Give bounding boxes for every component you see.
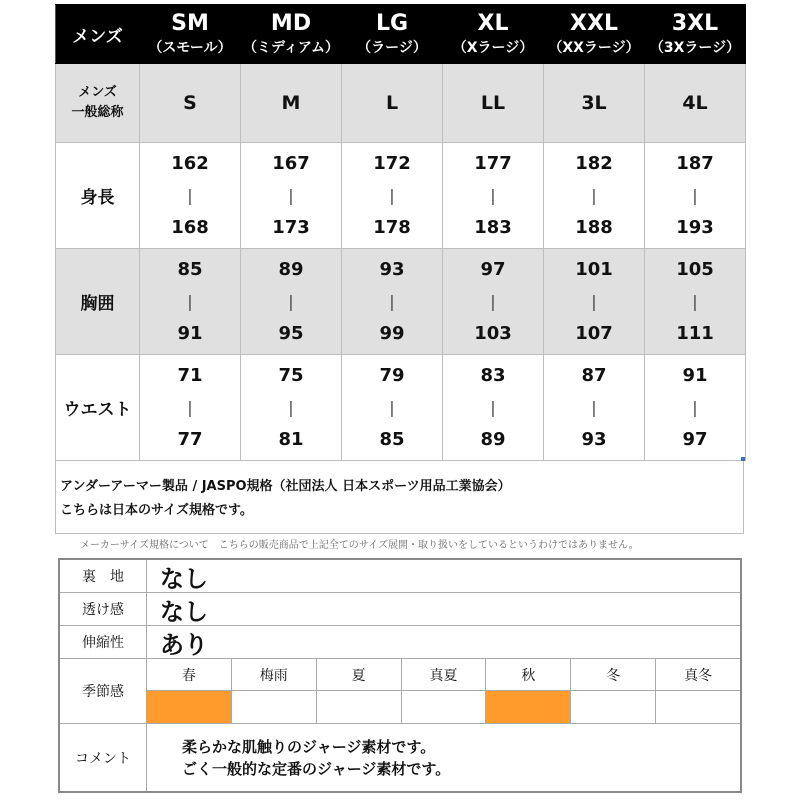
range-separator: | xyxy=(490,397,496,417)
range-max: 103 xyxy=(474,322,512,344)
season-name-summer: 夏 xyxy=(316,659,401,691)
range-max: 193 xyxy=(676,216,714,238)
size-header-cell xyxy=(342,5,443,64)
general-size-cell: 4L xyxy=(645,64,746,143)
range-separator: | xyxy=(389,291,395,311)
chest-row xyxy=(56,249,746,355)
range-separator: | xyxy=(490,291,496,311)
product-spec-box xyxy=(58,558,742,793)
range-max: 85 xyxy=(379,428,405,450)
stretch-value: あり xyxy=(160,630,208,659)
range-max: 188 xyxy=(575,216,613,238)
range-max: 111 xyxy=(676,322,714,344)
general-size-cell: S xyxy=(140,64,241,143)
range-max: 183 xyxy=(474,216,512,238)
sheer-value: なし xyxy=(160,597,208,626)
general-label-line2: 一般総称 xyxy=(71,105,124,120)
range-min: 172 xyxy=(373,152,411,174)
waist-row xyxy=(56,355,746,461)
season-name-autumn: 秋 xyxy=(485,659,570,691)
range-max: 89 xyxy=(480,428,506,450)
size-reading: （3Xラージ） xyxy=(649,40,741,56)
range-separator: | xyxy=(187,397,193,417)
height-cell xyxy=(544,143,645,249)
season-grid xyxy=(146,659,740,723)
lining-label: 裏 地 xyxy=(60,560,147,592)
chest-cell xyxy=(645,249,746,355)
size-header-row xyxy=(56,5,746,64)
size-code: MD xyxy=(270,11,312,36)
spec-row-comment xyxy=(60,724,740,791)
notes-line2: こちらは日本のサイズ規格です。 xyxy=(60,503,253,518)
season-mark xyxy=(570,691,655,723)
range-separator: | xyxy=(692,185,698,205)
notes-line1: アンダーアーマー製品 / JASPO規格（社団法人 日本スポーツ用品工業協会） xyxy=(60,479,511,494)
range-min: 187 xyxy=(676,152,714,174)
height-cell xyxy=(241,143,342,249)
size-reading: （Xラージ） xyxy=(452,40,534,56)
height-cell xyxy=(443,143,544,249)
waist-label: ウエスト xyxy=(56,355,140,461)
range-separator: | xyxy=(389,185,395,205)
range-separator: | xyxy=(692,291,698,311)
size-code: XXL xyxy=(570,11,618,36)
general-label-line1: メンズ xyxy=(78,85,117,100)
sheer-label: 透け感 xyxy=(60,593,147,625)
size-reading: （ミディアム） xyxy=(243,40,339,56)
chest-label: 胸囲 xyxy=(56,249,140,355)
stretch-label: 伸縮性 xyxy=(60,626,147,658)
range-max: 168 xyxy=(171,216,209,238)
season-name-midsummer: 真夏 xyxy=(401,659,486,691)
spec-row-season xyxy=(60,659,740,724)
season-name-midwinter: 真冬 xyxy=(655,659,740,691)
size-reading: （XXラージ） xyxy=(548,40,640,56)
comment-line1: 柔らかな肌触りのジャージ素材です。 xyxy=(182,737,436,756)
chest-cell xyxy=(140,249,241,355)
range-max: 95 xyxy=(278,322,304,344)
range-separator: | xyxy=(389,397,395,417)
season-mark xyxy=(655,691,740,723)
season-mark xyxy=(401,691,486,723)
range-min: 79 xyxy=(379,364,405,386)
range-separator: | xyxy=(187,185,193,205)
range-max: 81 xyxy=(278,428,304,450)
range-min: 83 xyxy=(480,364,506,386)
size-header-cell xyxy=(645,5,746,64)
range-max: 93 xyxy=(581,428,607,450)
range-max: 178 xyxy=(373,216,411,238)
range-min: 89 xyxy=(278,258,304,280)
range-separator: | xyxy=(187,291,193,311)
chest-cell xyxy=(443,249,544,355)
general-size-cell: M xyxy=(241,64,342,143)
range-max: 99 xyxy=(379,322,405,344)
range-max: 91 xyxy=(177,322,203,344)
size-header-cell xyxy=(544,5,645,64)
season-mark xyxy=(231,691,316,723)
range-min: 75 xyxy=(278,364,304,386)
size-header-cell xyxy=(443,5,544,64)
range-min: 105 xyxy=(676,258,714,280)
season-label: 季節感 xyxy=(60,659,147,723)
height-row xyxy=(56,143,746,249)
size-code: XL xyxy=(477,11,509,36)
disclaimer-text: メーカーサイズ規格について こちらの販売商品で上記全てのサイズ展開・取り扱いをしているというわけではありません。 xyxy=(80,540,639,551)
range-min: 85 xyxy=(177,258,203,280)
waist-cell xyxy=(241,355,342,461)
range-max: 173 xyxy=(272,216,310,238)
general-size-label xyxy=(56,64,140,143)
corner-label: メンズ xyxy=(56,5,140,64)
range-min: 87 xyxy=(581,364,607,386)
size-header-cell xyxy=(241,5,342,64)
range-min: 182 xyxy=(575,152,613,174)
size-code: 3XL xyxy=(671,11,719,36)
height-cell xyxy=(140,143,241,249)
general-size-cell: LL xyxy=(443,64,544,143)
range-max: 107 xyxy=(575,322,613,344)
spec-row-sheer xyxy=(60,593,740,626)
height-cell xyxy=(342,143,443,249)
range-min: 97 xyxy=(480,258,506,280)
waist-cell xyxy=(645,355,746,461)
range-min: 177 xyxy=(474,152,512,174)
comment-line2: ごく一般的な定番のジャージ素材です。 xyxy=(182,759,451,778)
range-separator: | xyxy=(490,185,496,205)
range-min: 91 xyxy=(682,364,708,386)
spec-row-stretch xyxy=(60,626,740,659)
range-min: 101 xyxy=(575,258,613,280)
size-chart-table xyxy=(55,4,746,461)
height-cell xyxy=(645,143,746,249)
chest-cell xyxy=(241,249,342,355)
range-min: 71 xyxy=(177,364,203,386)
waist-cell xyxy=(140,355,241,461)
season-name-winter: 冬 xyxy=(570,659,655,691)
lining-value: なし xyxy=(160,564,208,593)
size-code: LG xyxy=(375,11,409,36)
waist-cell xyxy=(342,355,443,461)
season-mark xyxy=(146,691,231,723)
general-size-row xyxy=(56,64,746,143)
range-separator: | xyxy=(591,397,597,417)
range-min: 167 xyxy=(272,152,310,174)
waist-cell xyxy=(443,355,544,461)
comment-text xyxy=(182,724,450,791)
range-separator: | xyxy=(591,291,597,311)
size-reading: （スモール） xyxy=(148,40,232,56)
comment-label: コメント xyxy=(60,724,147,791)
range-max: 77 xyxy=(177,428,203,450)
waist-cell xyxy=(544,355,645,461)
spec-row-lining xyxy=(60,560,740,593)
season-mark xyxy=(316,691,401,723)
season-mark xyxy=(485,691,570,723)
range-max: 97 xyxy=(682,428,708,450)
range-separator: | xyxy=(692,397,698,417)
size-header-cell xyxy=(140,5,241,64)
range-separator: | xyxy=(288,397,294,417)
range-min: 162 xyxy=(171,152,209,174)
chest-cell xyxy=(342,249,443,355)
general-size-cell: 3L xyxy=(544,64,645,143)
range-separator: | xyxy=(288,185,294,205)
range-separator: | xyxy=(591,185,597,205)
height-label: 身長 xyxy=(56,143,140,249)
chest-cell xyxy=(544,249,645,355)
range-separator: | xyxy=(288,291,294,311)
size-code: SM xyxy=(171,11,209,36)
season-name-spring: 春 xyxy=(146,659,231,691)
size-reading: （ラージ） xyxy=(357,40,427,56)
season-name-rainy: 梅雨 xyxy=(231,659,316,691)
size-notes xyxy=(55,461,744,534)
range-min: 93 xyxy=(379,258,405,280)
general-size-cell: L xyxy=(342,64,443,143)
